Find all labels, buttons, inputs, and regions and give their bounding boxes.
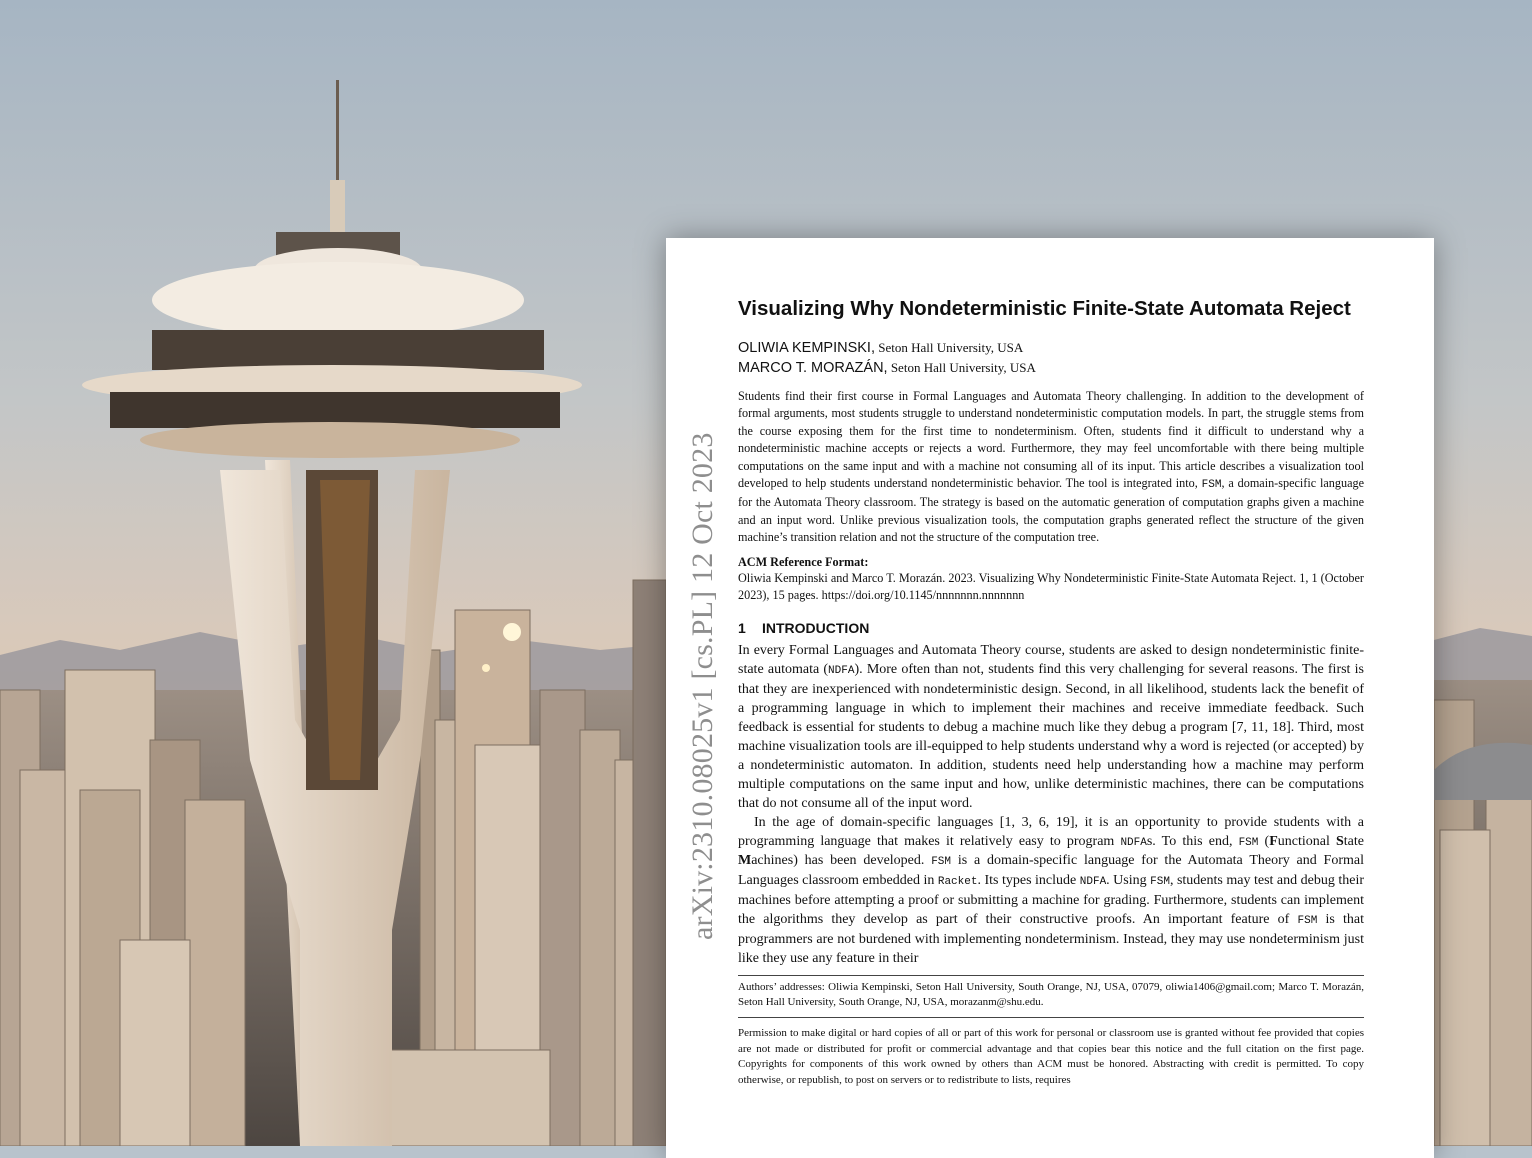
text-run: . Using (1106, 873, 1151, 889)
introduction-body (738, 642, 1364, 968)
author-name: MARCO T. MORAZÁN, (738, 360, 888, 376)
text-run: ( (1258, 833, 1270, 849)
paper-title: Visualizing Why Nondeterministic Finite-State Automata Reject (738, 297, 1351, 320)
text-run: unctional (1277, 833, 1336, 849)
abstract (738, 388, 1364, 547)
section-number: 1 (738, 620, 746, 637)
paragraph (738, 642, 1364, 813)
code-term: FSM (1238, 836, 1259, 849)
section-heading (738, 620, 1364, 636)
author-line (738, 338, 1364, 358)
bold-letter: S (1335, 833, 1344, 849)
text-run: tate (1343, 833, 1364, 849)
footnote-addresses: Authors’ addresses: Oliwia Kempinski, Seton Hall University, South Orange, NJ, USA, 07079, oliwia1406@gmail.com; Marco T. Morazán, Seton Hall University, South Orange, NJ, USA, morazanm@shu.edu. (738, 980, 1364, 1009)
abstract-text: , a domain-specific language for the Automata Theory classroom. The strategy is based on the automatic generation of computation graphs given a machine and an input word. Unlike previous visualization tools, the computation graphs generated reflect the structure of the given machine’s transition relation and not the structure of the computation tree. (738, 476, 1364, 545)
code-term: NDFA (1120, 836, 1147, 849)
author-name: OLIWIA KEMPINSKI, (738, 340, 875, 356)
code-term: FSM (1150, 876, 1170, 889)
sun-glint (503, 623, 521, 641)
code-term: Racket (937, 876, 978, 889)
code-term: FSM (1201, 479, 1222, 492)
text-run: In the age of domain-specific languages [1, 3, 6, 19], it is an opportunity to provide students with a programming language that makes it relatively easy to program (738, 814, 1364, 849)
paragraph (738, 814, 1364, 969)
author-line (738, 358, 1364, 378)
code-term: NDFA (828, 665, 855, 678)
abstract-text: Students find their first course in Formal Languages and Automata Theory challenging. In addition to the development of formal arguments, most students struggle to understand nondeterministic computation models. In part, the struggle stems from the course exposing them for the first time to nondeterminism. Often, students find it difficult to understand why a nondeterministic machine accepts or rejects a word. Furthermore, they may feel uncomfortable with there being multiple computations on the same input and with a machine not consuming all of its input. This article describes a visualization tool developed to help students understand nondeterministic behavior. The tool is integrated into, (738, 389, 1364, 491)
text-run: is that programmers are not burdened with implementing nondeterminism. Instead, they may use nondeterminism just like they use any feature in their (738, 912, 1364, 966)
author-affiliation: Seton Hall University, USA (887, 360, 1036, 375)
footnote-divider (738, 1017, 1364, 1018)
footnote-divider (738, 975, 1364, 976)
text-run: In every Formal Languages and Automata Theory course, students are asked to design nondeterministic finite-state automata ( (738, 643, 1364, 678)
bold-letter: M (738, 853, 752, 869)
text-run: ). More often than not, students find this very challenging for several reasons. The first is that they are inexperienced with nondeterministic design. Second, in all likelihood, students lack the benefit of a programming language in which to implement their machines and receive immediate feedback. Such feedback is essential for students to debug a machine much like they debug a program [7, 11, 18]. Third, most machine visualization tools are ill-equipped to help students understand why a word is rejected (or accepted) by a nondeterministic automaton. In addition, students need help understanding how a machine may perform multiple computations on the same input and how, unlike deterministic machines, there can be computations that do not consume all of the input word. (738, 662, 1364, 811)
text-run: , students may test and debug their machines before attempting a proof or submitting a machine for grading. Furthermore, students can implement the algorithms they develop as part of their constructive proofs. An important feature of (738, 873, 1365, 928)
text-run: s. To this end, (1146, 833, 1239, 849)
paper-page (666, 238, 1434, 1158)
footnote-permission: Permission to make digital or hard copies of all or part of this work for personal or classroom use is granted without fee provided that copies are not made or distributed for profit or commercial advantage and that copies bear this notice and the full citation on the first page. Copyrights for components of this work owned by others than ACM must be honored. Abstracting with credit is permitted. To copy otherwise, or republish, to post on servers or to redistribute to lists, requires (738, 1027, 1364, 1086)
bold-letter: F (1269, 833, 1278, 849)
text-run: is a domain-specific language for the Automata Theory and Formal Languages classroom embedded in (738, 853, 1365, 889)
text-run: . Its types include (977, 873, 1080, 889)
section-title: INTRODUCTION (762, 620, 870, 637)
acm-reference-heading: ACM Reference Format: (738, 554, 869, 569)
acm-reference-text: Oliwia Kempinski and Marco T. Morazán. 2023. Visualizing Why Nondeterministic Finite-State Automata Reject. 1, 1 (October 2023), 15 pages. https://doi.org/10.1145/nnnnnnn.nnnnnnn (738, 570, 1364, 603)
paper-content (738, 296, 1364, 1088)
code-term: FSM (931, 856, 952, 869)
arxiv-stamp: arXiv:2310.08025v1 [cs.PL] 12 Oct 2023 (686, 432, 719, 940)
text-run: achines) has been developed. (751, 853, 932, 869)
author-list (738, 338, 1364, 378)
author-affiliation: Seton Hall University, USA (874, 340, 1024, 355)
code-term: NDFA (1079, 876, 1107, 889)
code-term: FSM (1297, 915, 1318, 928)
